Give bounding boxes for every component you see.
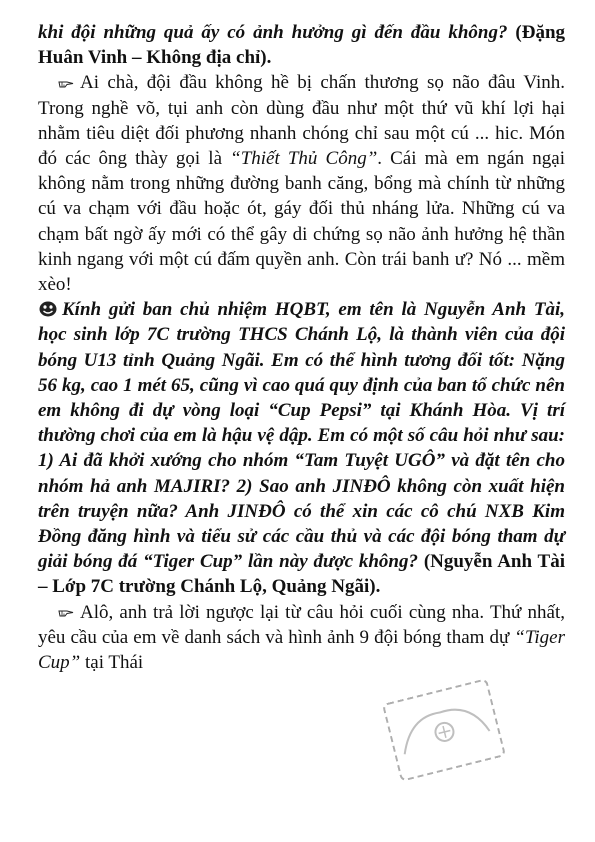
answer-2-text-end: tại Thái <box>80 652 144 674</box>
answer-2-text: Alô, anh trả lời ngược lại từ câu hỏi cuối cùng nha. Thứ nhất, yêu cầu của em về danh sách và hình ảnh 9 đội bóng tham dự <box>38 601 565 648</box>
question-1-text: khi đội những quả ấy có ảnh hưởng gì đến đầu không? <box>38 22 508 43</box>
smiling-face-icon <box>38 300 58 318</box>
answer-1-text-end: . Cái mà em ngán ngại không nằm trong những đường banh căng, bổng mà chính từ những cú va chạm với đầu hoặc ót, gáy đối thủ nháng lửa. Những cú va chạm bất ngờ ấy mới có thể gây di chứng sọ não ảnh hưởng hệ thần kinh ngang với một cú đấm quyền anh. Còn trái banh ư? Nó ... mềm xèo! <box>38 148 565 296</box>
question-1 <box>38 20 565 70</box>
answer-1-italic: “Thiết Thủ Công” <box>230 148 378 170</box>
answer-2-italic: “Tiger Cup” <box>38 626 565 674</box>
question-2-signature: (Nguyễn Anh Tài – Lớp 7C trường Chánh Lộ, Quảng Ngãi). <box>38 551 565 598</box>
hqbt-stamp-icon <box>382 678 506 782</box>
pointing-hand-icon <box>58 70 76 95</box>
answer-1-text: Ai chà, đội đầu không hề bị chấn thương sọ não đâu Vinh. Trong nghề võ, tụi anh còn dùng đầu như một thứ vũ khí lợi hại nhằm tiêu diệt đối phương nhanh chóng chỉ sau một cú ... hic. Món đó các ông thày gọi là <box>38 72 565 170</box>
page-content <box>38 20 565 675</box>
question-1-signature: (Đặng Huân Vinh – Không địa chỉ). <box>38 22 566 69</box>
pointing-hand-icon <box>58 600 76 625</box>
answer-2 <box>38 600 565 676</box>
question-2-text: Kính gửi ban chủ nhiệm HQBT, em tên là Nguyễn Anh Tài, học sinh lớp 7C trường THCS Chánh Lộ, là thành viên của đội bóng U13 tỉnh Quảng Ngãi. Em có thể hình tương đối tốt: Nặng 56 kg, cao 1 mét 65, cũng vì cao quá quy định của ban tổ chức nên em không đi dự vòng loại “Cup Pepsi” tại Khánh Hòa. Vị trí thường chơi của em là hậu vệ dập. Em có một số câu hỏi như sau: 1) Ai đã khởi xướng cho nhóm “Tam Tuyệt UGÔ” và đặt tên cho nhóm hả anh MAJIRI? 2) Sao anh JINĐÔ không còn xuất hiện trên truyện nữa? Anh JINĐÔ có thể xin các cô chú NXB Kim Đồng đăng hình và tiểu sử các cầu thủ và các đội bóng tham dự giải bóng đá “Tiger Cup” lần này được không? <box>38 299 565 573</box>
question-2 <box>38 297 565 599</box>
answer-1 <box>38 70 565 297</box>
